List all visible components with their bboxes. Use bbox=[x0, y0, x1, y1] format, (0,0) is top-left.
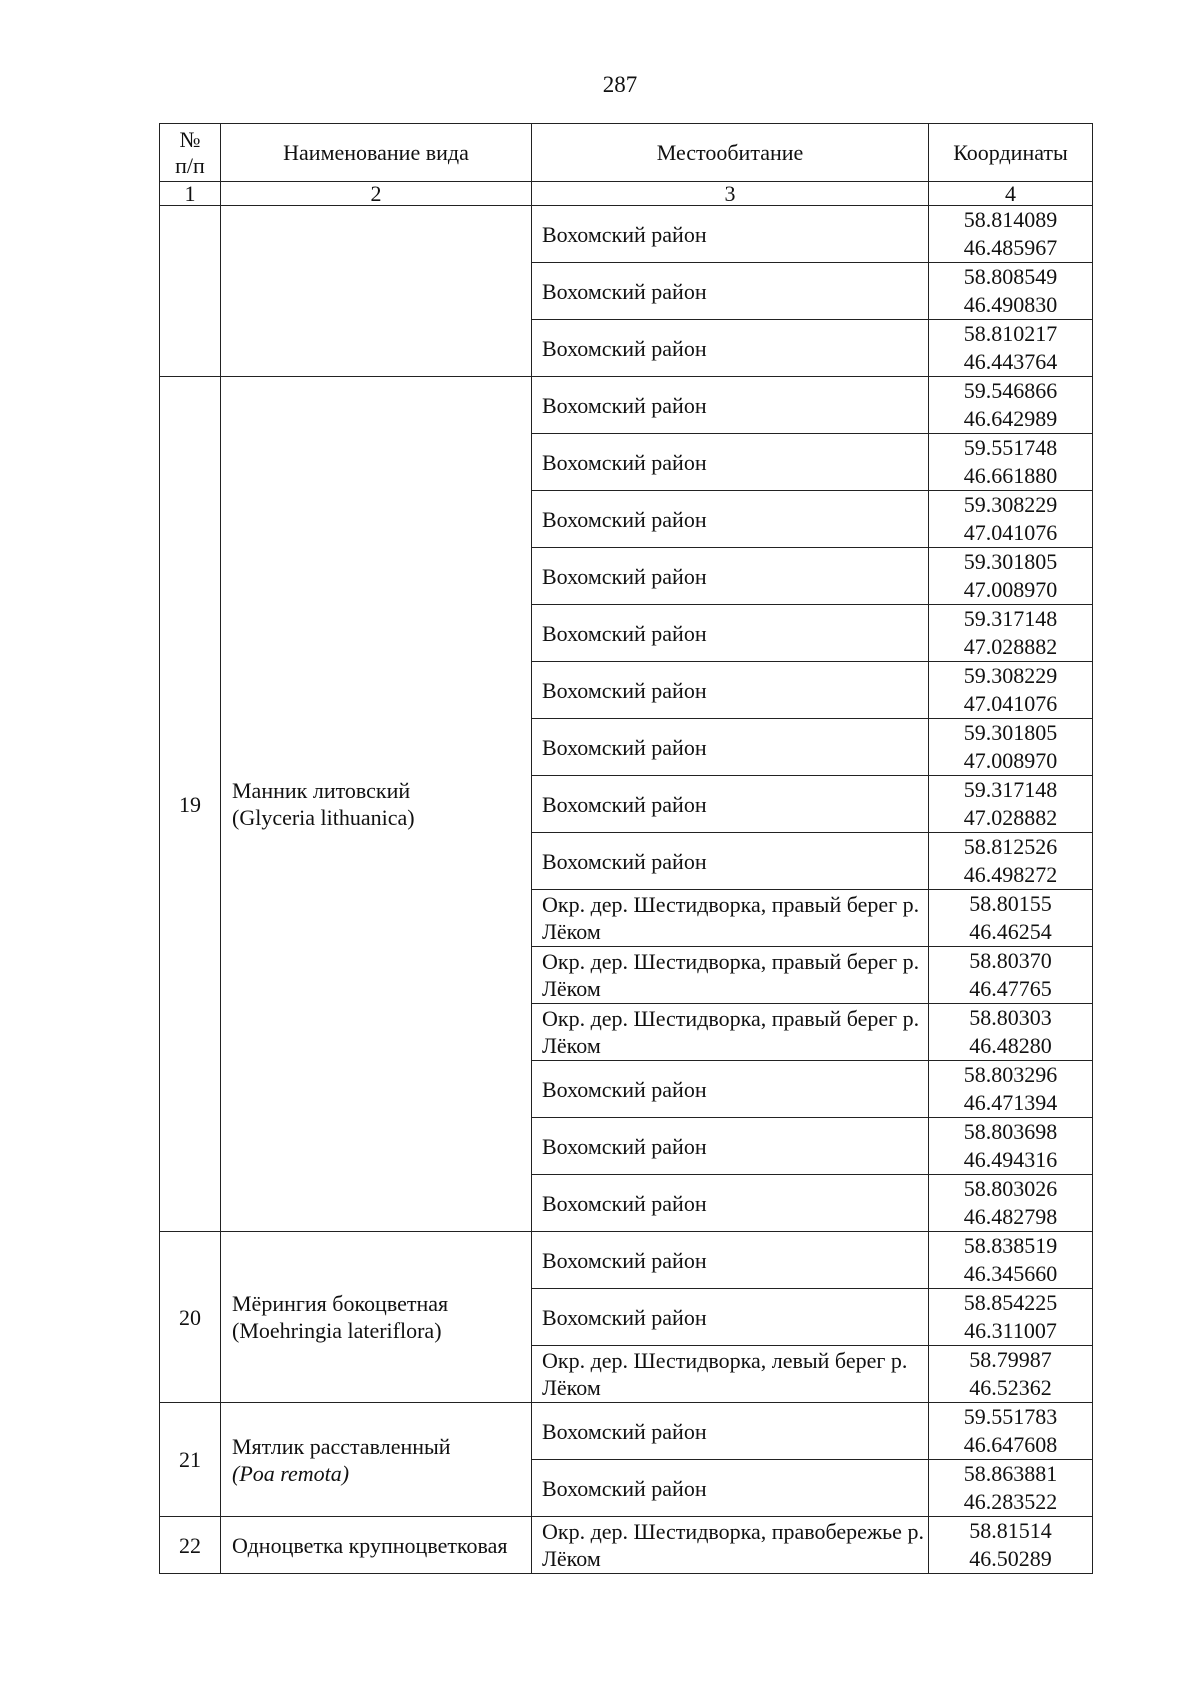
habitat-cell: Вохомский район bbox=[532, 1289, 929, 1346]
species-name-cell bbox=[221, 377, 532, 1232]
species-name-cell bbox=[221, 1517, 532, 1574]
habitat-cell: Вохомский район bbox=[532, 1403, 929, 1460]
species-number: 19 bbox=[160, 377, 221, 1232]
latitude: 59.546866 bbox=[963, 378, 1058, 403]
longitude: 47.041076 bbox=[963, 691, 1058, 716]
species-name: Одноцветка крупноцветковая bbox=[232, 1532, 508, 1558]
habitat-cell: Окр. дер. Шестидворка, правый берег р. Лёком bbox=[532, 947, 929, 1004]
coordinates-cell bbox=[929, 1346, 1093, 1403]
coordinates-cell bbox=[929, 434, 1093, 491]
header-number bbox=[160, 124, 221, 182]
coordinates-cell bbox=[929, 662, 1093, 719]
latitude: 58.803296 bbox=[963, 1062, 1058, 1087]
habitat-cell: Вохомский район bbox=[532, 1061, 929, 1118]
coordinates-cell bbox=[929, 1517, 1093, 1574]
habitat-cell: Вохомский район bbox=[532, 1232, 929, 1289]
species-name: Мёрингия бокоцветная bbox=[232, 1291, 449, 1316]
longitude: 47.008970 bbox=[963, 577, 1058, 602]
longitude: 46.647608 bbox=[963, 1432, 1058, 1457]
latitude: 58.808549 bbox=[963, 264, 1058, 289]
habitat-cell: Вохомский район bbox=[532, 434, 929, 491]
table-row bbox=[160, 1517, 1093, 1574]
column-number: 4 bbox=[929, 182, 1093, 206]
table-row bbox=[160, 1403, 1093, 1460]
species-number: 22 bbox=[160, 1517, 221, 1574]
column-number: 3 bbox=[532, 182, 929, 206]
longitude: 46.490830 bbox=[963, 292, 1058, 317]
latitude: 59.308229 bbox=[963, 663, 1058, 688]
latitude: 58.81514 bbox=[969, 1518, 1052, 1543]
header-number-line2: п/п bbox=[175, 152, 205, 178]
coordinates-cell bbox=[929, 377, 1093, 434]
latitude: 58.80370 bbox=[969, 948, 1052, 973]
coordinates-cell bbox=[929, 833, 1093, 890]
table-body bbox=[160, 206, 1093, 1574]
longitude: 47.041076 bbox=[963, 520, 1058, 545]
latitude: 58.80303 bbox=[969, 1005, 1052, 1030]
species-name-cell bbox=[221, 1232, 532, 1403]
latitude: 59.308229 bbox=[963, 492, 1058, 517]
species-latin-name: (Poa remota) bbox=[232, 1460, 350, 1486]
species-number bbox=[160, 206, 221, 377]
page-number: 287 bbox=[602, 72, 638, 97]
habitat-cell: Окр. дер. Шестидворка, левый берег р. Лёком bbox=[532, 1346, 929, 1403]
species-name-cell bbox=[221, 206, 532, 377]
header-coords: Координаты bbox=[929, 124, 1093, 182]
latitude: 58.854225 bbox=[963, 1290, 1058, 1315]
coordinates-cell bbox=[929, 1004, 1093, 1061]
habitat-cell: Вохомский район bbox=[532, 320, 929, 377]
species-number: 21 bbox=[160, 1403, 221, 1517]
latitude: 59.301805 bbox=[963, 720, 1058, 745]
latitude: 59.551783 bbox=[963, 1404, 1058, 1429]
latitude: 58.838519 bbox=[963, 1233, 1058, 1258]
latitude: 59.317148 bbox=[963, 606, 1058, 631]
table-row bbox=[160, 377, 1093, 434]
longitude: 46.47765 bbox=[969, 976, 1052, 1001]
longitude: 46.283522 bbox=[963, 1489, 1058, 1514]
habitat-cell: Вохомский район bbox=[532, 833, 929, 890]
coordinates-cell bbox=[929, 1175, 1093, 1232]
longitude: 46.48280 bbox=[969, 1033, 1052, 1058]
longitude: 47.008970 bbox=[963, 748, 1058, 773]
habitat-cell: Вохомский район bbox=[532, 206, 929, 263]
longitude: 46.471394 bbox=[963, 1090, 1058, 1115]
longitude: 46.52362 bbox=[969, 1375, 1052, 1400]
coordinates-cell bbox=[929, 1460, 1093, 1517]
coordinates-cell bbox=[929, 548, 1093, 605]
species-table bbox=[159, 123, 1093, 1574]
longitude: 47.028882 bbox=[963, 634, 1058, 659]
species-latin-name: (Glyceria lithuanica) bbox=[232, 805, 415, 830]
longitude: 46.345660 bbox=[963, 1261, 1058, 1286]
header-name: Наименование вида bbox=[221, 124, 532, 182]
longitude: 47.028882 bbox=[963, 805, 1058, 830]
longitude: 46.642989 bbox=[963, 406, 1058, 431]
latitude: 58.810217 bbox=[963, 321, 1058, 346]
longitude: 46.50289 bbox=[969, 1546, 1052, 1571]
longitude: 46.46254 bbox=[969, 919, 1052, 944]
habitat-cell: Вохомский район bbox=[532, 491, 929, 548]
coordinates-cell bbox=[929, 890, 1093, 947]
latitude: 58.80155 bbox=[969, 891, 1052, 916]
habitat-cell: Вохомский район bbox=[532, 263, 929, 320]
coordinates-cell bbox=[929, 1118, 1093, 1175]
latitude: 58.812526 bbox=[963, 834, 1058, 859]
species-name-cell bbox=[221, 1403, 532, 1517]
latitude: 58.803698 bbox=[963, 1119, 1058, 1144]
longitude: 46.485967 bbox=[963, 235, 1058, 260]
header-number-line1: № bbox=[179, 126, 201, 152]
column-number-row bbox=[160, 182, 1093, 206]
column-number: 1 bbox=[160, 182, 221, 206]
habitat-cell: Вохомский район bbox=[532, 719, 929, 776]
species-name: Манник литовский bbox=[232, 778, 411, 803]
species-latin-name: (Moehringia lateriflora) bbox=[232, 1318, 442, 1343]
longitude: 46.661880 bbox=[963, 463, 1058, 488]
table-row bbox=[160, 206, 1093, 263]
latitude: 58.79987 bbox=[969, 1347, 1052, 1372]
latitude: 58.863881 bbox=[963, 1461, 1058, 1486]
latitude: 59.551748 bbox=[963, 435, 1058, 460]
coordinates-cell bbox=[929, 1403, 1093, 1460]
coordinates-cell bbox=[929, 947, 1093, 1004]
longitude: 46.482798 bbox=[963, 1204, 1058, 1229]
habitat-cell: Вохомский район bbox=[532, 1460, 929, 1517]
habitat-cell: Вохомский район bbox=[532, 605, 929, 662]
latitude: 59.301805 bbox=[963, 549, 1058, 574]
coordinates-cell bbox=[929, 719, 1093, 776]
coordinates-cell bbox=[929, 491, 1093, 548]
longitude: 46.498272 bbox=[963, 862, 1058, 887]
coordinates-cell bbox=[929, 1061, 1093, 1118]
habitat-cell: Вохомский район bbox=[532, 377, 929, 434]
latitude: 58.814089 bbox=[963, 207, 1058, 232]
coordinates-cell bbox=[929, 320, 1093, 377]
longitude: 46.443764 bbox=[963, 349, 1058, 374]
header-row bbox=[160, 124, 1093, 182]
habitat-cell: Вохомский район bbox=[532, 776, 929, 833]
header-habitat: Местообитание bbox=[532, 124, 929, 182]
species-number: 20 bbox=[160, 1232, 221, 1403]
coordinates-cell bbox=[929, 263, 1093, 320]
habitat-cell: Вохомский район bbox=[532, 1118, 929, 1175]
habitat-cell: Окр. дер. Шестидворка, правый берег р. Лёком bbox=[532, 890, 929, 947]
habitat-cell: Вохомский район bbox=[532, 548, 929, 605]
coordinates-cell bbox=[929, 1289, 1093, 1346]
habitat-cell: Окр. дер. Шестидворка, правый берег р. Лёком bbox=[532, 1004, 929, 1061]
species-name: Мятлик расставленный bbox=[232, 1433, 451, 1459]
longitude: 46.494316 bbox=[963, 1147, 1058, 1172]
longitude: 46.311007 bbox=[964, 1318, 1057, 1343]
latitude: 58.803026 bbox=[963, 1176, 1058, 1201]
coordinates-cell bbox=[929, 776, 1093, 833]
column-number: 2 bbox=[221, 182, 532, 206]
habitat-cell: Окр. дер. Шестидворка, правобережье р. Лёком bbox=[532, 1517, 929, 1574]
coordinates-cell bbox=[929, 1232, 1093, 1289]
coordinates-cell bbox=[929, 206, 1093, 263]
habitat-cell: Вохомский район bbox=[532, 1175, 929, 1232]
coordinates-cell bbox=[929, 605, 1093, 662]
table-row bbox=[160, 1232, 1093, 1289]
habitat-cell: Вохомский район bbox=[532, 662, 929, 719]
latitude: 59.317148 bbox=[963, 777, 1058, 802]
